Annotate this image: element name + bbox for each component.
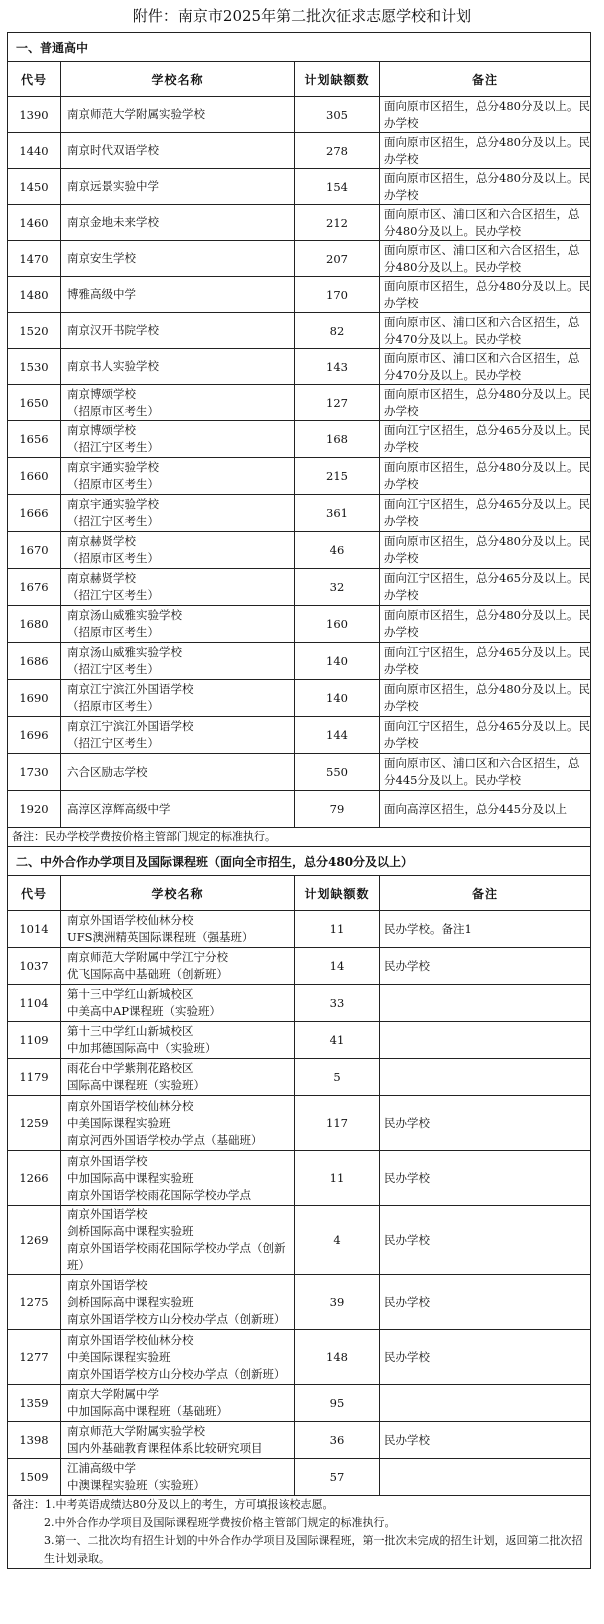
- plan-count-header: 计划缺额数: [295, 62, 380, 97]
- plan-count: 41: [295, 1022, 380, 1059]
- table-row: [8, 1206, 591, 1275]
- plan-count: 32: [295, 569, 380, 606]
- plan-count: 79: [295, 791, 380, 828]
- school-code: 1690: [8, 680, 61, 717]
- remark: [380, 1385, 591, 1422]
- school-name: 南京江宁滨江外国语学校 （招江宁区考生）: [61, 717, 295, 754]
- footnote-text: 备注：1.中考英语成绩达80分及以上的考生，方可填报该校志愿。: [12, 1498, 334, 1511]
- school-code: 1460: [8, 205, 61, 241]
- school-code: 1470: [8, 241, 61, 277]
- table-row: [8, 1151, 591, 1206]
- table-row: [8, 948, 591, 985]
- school-name: 六合区励志学校: [61, 754, 295, 791]
- remark: 面向原市区、浦口区和六合区招生，总分470分及以上。民办学校: [380, 349, 591, 385]
- remark: [380, 985, 591, 1022]
- school-name: 南京赫贤学校 （招江宁区考生）: [61, 569, 295, 606]
- remark: 民办学校: [380, 1151, 591, 1206]
- school-code: 1509: [8, 1459, 61, 1496]
- school-code: 1660: [8, 458, 61, 495]
- school-name: 博雅高级中学: [61, 277, 295, 313]
- table-row: [8, 205, 591, 241]
- table-row: [8, 606, 591, 643]
- section-heading-row: [8, 847, 591, 876]
- school-code: 1014: [8, 911, 61, 948]
- table-row: [8, 97, 591, 133]
- school-code: 1269: [8, 1206, 61, 1275]
- plan-count: 127: [295, 385, 380, 421]
- table-row: [8, 495, 591, 532]
- footnote-text: 备注：民办学校学费按价格主管部门规定的标准执行。: [12, 830, 276, 843]
- school-code: 1656: [8, 421, 61, 458]
- school-code: 1398: [8, 1422, 61, 1459]
- table-row: [8, 985, 591, 1022]
- remark: 面向江宁区招生，总分465分及以上。民办学校: [380, 421, 591, 458]
- remark: 民办学校: [380, 1422, 591, 1459]
- school-name: 南京宇通实验学校 （招江宁区考生）: [61, 495, 295, 532]
- table-row: [8, 1330, 591, 1385]
- footnote-cell: [8, 1496, 591, 1569]
- plan-count: 5: [295, 1059, 380, 1096]
- remark: 面向江宁区招生，总分465分及以上。民办学校: [380, 495, 591, 532]
- plan-count: 143: [295, 349, 380, 385]
- remark: 民办学校。备注1: [380, 911, 591, 948]
- table-row: [8, 754, 591, 791]
- table-header-row: [8, 62, 591, 97]
- school-code: 1686: [8, 643, 61, 680]
- plan-count: 154: [295, 169, 380, 205]
- table-row: [8, 911, 591, 948]
- plan-count: 550: [295, 754, 380, 791]
- plan-count: 82: [295, 313, 380, 349]
- footnote-text: 2.中外合作办学项目及国际课程班学费按价格主管部门规定的标准执行。: [44, 1516, 396, 1529]
- plan-count: 168: [295, 421, 380, 458]
- plan-table: [7, 32, 591, 1569]
- note-header: 备注: [380, 62, 591, 97]
- table-row: [8, 569, 591, 606]
- plan-count: 212: [295, 205, 380, 241]
- plan-count: 361: [295, 495, 380, 532]
- plan-count: 305: [295, 97, 380, 133]
- school-code: 1666: [8, 495, 61, 532]
- plan-count: 215: [295, 458, 380, 495]
- school-name-header: 学校名称: [61, 62, 295, 97]
- table-row: [8, 385, 591, 421]
- remark: 面向原市区招生，总分480分及以上。民办学校: [380, 385, 591, 421]
- school-name: 南京博颂学校 （招江宁区考生）: [61, 421, 295, 458]
- school-name: 南京师范大学附属实验学校 国内外基础教育课程体系比较研究项目: [61, 1422, 295, 1459]
- school-name: 高淳区淳辉高级中学: [61, 791, 295, 828]
- page-title: 附件：南京市2025年第二批次征求志愿学校和计划: [132, 7, 472, 25]
- school-name: 南京博颂学校 （招原市区考生）: [61, 385, 295, 421]
- table-row: [8, 1385, 591, 1422]
- table-row: [8, 643, 591, 680]
- school-name: 南京师范大学附属实验学校: [61, 97, 295, 133]
- school-name: 南京汉开书院学校: [61, 313, 295, 349]
- section-heading: 一、普通高中: [8, 33, 591, 62]
- section-heading-row: [8, 33, 591, 62]
- school-name: 第十三中学红山新城校区 中美高中AP课程班（实验班）: [61, 985, 295, 1022]
- remark: [380, 1022, 591, 1059]
- school-code: 1530: [8, 349, 61, 385]
- school-code: 1179: [8, 1059, 61, 1096]
- school-name: 南京江宁滨江外国语学校 （招原市区考生）: [61, 680, 295, 717]
- school-code: 1670: [8, 532, 61, 569]
- remark: 民办学校: [380, 948, 591, 985]
- remark: 面向原市区招生，总分480分及以上。民办学校: [380, 97, 591, 133]
- remark: 面向原市区、浦口区和六合区招生，总分480分及以上。民办学校: [380, 241, 591, 277]
- table-row: [8, 717, 591, 754]
- school-name: 南京汤山威雅实验学校 （招江宁区考生）: [61, 643, 295, 680]
- code-header: 代号: [8, 62, 61, 97]
- remark: 面向原市区招生，总分480分及以上。民办学校: [380, 532, 591, 569]
- remark: 面向原市区招生，总分480分及以上。民办学校: [380, 169, 591, 205]
- school-code: 1680: [8, 606, 61, 643]
- remark: 面向原市区招生，总分480分及以上。民办学校: [380, 277, 591, 313]
- remark: 面向原市区招生，总分480分及以上。民办学校: [380, 133, 591, 169]
- school-code: 1037: [8, 948, 61, 985]
- table-row: [8, 313, 591, 349]
- plan-count: 117: [295, 1096, 380, 1151]
- plan-count: 33: [295, 985, 380, 1022]
- section-heading: 二、中外合作办学项目及国际课程班（面向全市招生，总分480分及以上）: [8, 847, 591, 876]
- table-row: [8, 791, 591, 828]
- plan-count: 170: [295, 277, 380, 313]
- plan-count: 39: [295, 1275, 380, 1330]
- remark: 面向江宁区招生，总分465分及以上。民办学校: [380, 569, 591, 606]
- school-name: 雨花台中学紫荆花路校区 国际高中课程班（实验班）: [61, 1059, 295, 1096]
- remark: 面向江宁区招生，总分465分及以上。民办学校: [380, 643, 591, 680]
- note-header: 备注: [380, 876, 591, 911]
- school-name-header: 学校名称: [61, 876, 295, 911]
- plan-count: 57: [295, 1459, 380, 1496]
- plan-count: 11: [295, 911, 380, 948]
- school-code: 1104: [8, 985, 61, 1022]
- code-header: 代号: [8, 876, 61, 911]
- plan-table-body: [8, 33, 591, 1569]
- plan-count: 148: [295, 1330, 380, 1385]
- school-name: 南京外国语学校 剑桥国际高中课程实验班 南京外国语学校雨花国际学校办学点（创新班）: [61, 1206, 295, 1275]
- school-code: 1390: [8, 97, 61, 133]
- plan-count-header: 计划缺额数: [295, 876, 380, 911]
- school-code: 1259: [8, 1096, 61, 1151]
- plan-count: 278: [295, 133, 380, 169]
- remark: [380, 1059, 591, 1096]
- table-row: [8, 1275, 591, 1330]
- school-code: 1440: [8, 133, 61, 169]
- footnote-row: [8, 828, 591, 847]
- table-row: [8, 277, 591, 313]
- table-row: [8, 169, 591, 205]
- school-name: 南京书人实验学校: [61, 349, 295, 385]
- plan-count: 144: [295, 717, 380, 754]
- school-name: 南京宇通实验学校 （招原市区考生）: [61, 458, 295, 495]
- remark: [380, 1459, 591, 1496]
- table-row: [8, 1422, 591, 1459]
- school-name: 江浦高级中学 中澳课程实验班（实验班）: [61, 1459, 295, 1496]
- plan-count: 140: [295, 680, 380, 717]
- school-code: 1696: [8, 717, 61, 754]
- table-row: [8, 1059, 591, 1096]
- footnote-row: [8, 1496, 591, 1569]
- school-name: 南京远景实验中学: [61, 169, 295, 205]
- table-row: [8, 1459, 591, 1496]
- school-name: 南京赫贤学校 （招原市区考生）: [61, 532, 295, 569]
- school-name: 南京安生学校: [61, 241, 295, 277]
- remark: 民办学校: [380, 1275, 591, 1330]
- school-name: 南京师范大学附属中学江宁分校 优飞国际高中基础班（创新班）: [61, 948, 295, 985]
- table-row: [8, 532, 591, 569]
- remark: 面向原市区招生，总分480分及以上。民办学校: [380, 606, 591, 643]
- remark: 面向原市区招生，总分480分及以上。民办学校: [380, 458, 591, 495]
- remark: 面向江宁区招生，总分465分及以上。民办学校: [380, 717, 591, 754]
- plan-count: 140: [295, 643, 380, 680]
- school-code: 1676: [8, 569, 61, 606]
- remark: 民办学校: [380, 1330, 591, 1385]
- table-header-row: [8, 876, 591, 911]
- table-row: [8, 458, 591, 495]
- school-code: 1266: [8, 1151, 61, 1206]
- plan-count: 207: [295, 241, 380, 277]
- table-row: [8, 1022, 591, 1059]
- school-code: 1359: [8, 1385, 61, 1422]
- footnote-cell: [8, 828, 591, 847]
- plan-count: 160: [295, 606, 380, 643]
- plan-count: 4: [295, 1206, 380, 1275]
- school-code: 1275: [8, 1275, 61, 1330]
- remark: 面向高淳区招生，总分445分及以上: [380, 791, 591, 828]
- school-code: 1450: [8, 169, 61, 205]
- school-name: 南京外国语学校仙林分校 中美国际课程实验班 南京外国语学校方山分校办学点（创新班）: [61, 1330, 295, 1385]
- table-row: [8, 680, 591, 717]
- school-name: 南京时代双语学校: [61, 133, 295, 169]
- remark: 面向原市区、浦口区和六合区招生，总分470分及以上。民办学校: [380, 313, 591, 349]
- school-code: 1277: [8, 1330, 61, 1385]
- school-name: 南京外国语学校 剑桥国际高中课程实验班 南京外国语学校方山分校办学点（创新班）: [61, 1275, 295, 1330]
- plan-count: 46: [295, 532, 380, 569]
- footnote-text: 3.第一、二批次均有招生计划的中外合作办学项目及国际课程班，第一批次未完成的招生计划，返回第二批次招生计划录取。: [44, 1534, 583, 1565]
- table-row: [8, 133, 591, 169]
- school-name: 第十三中学红山新城校区 中加邦德国际高中（实验班）: [61, 1022, 295, 1059]
- school-code: 1650: [8, 385, 61, 421]
- school-code: 1920: [8, 791, 61, 828]
- school-name: 南京外国语学校仙林分校 中美国际课程实验班 南京河西外国语学校办学点（基础班）: [61, 1096, 295, 1151]
- table-row: [8, 1096, 591, 1151]
- school-name: 南京金地未来学校: [61, 205, 295, 241]
- plan-count: 14: [295, 948, 380, 985]
- table-row: [8, 349, 591, 385]
- school-code: 1109: [8, 1022, 61, 1059]
- school-name: 南京大学附属中学 中加国际高中课程班（基础班）: [61, 1385, 295, 1422]
- table-row: [8, 421, 591, 458]
- plan-count: 95: [295, 1385, 380, 1422]
- school-name: 南京汤山威雅实验学校 （招原市区考生）: [61, 606, 295, 643]
- school-name: 南京外国语学校 中加国际高中课程实验班 南京外国语学校雨花国际学校办学点: [61, 1151, 295, 1206]
- school-code: 1520: [8, 313, 61, 349]
- remark: 民办学校: [380, 1206, 591, 1275]
- remark: 面向原市区、浦口区和六合区招生，总分445分及以上。民办学校: [380, 754, 591, 791]
- school-name: 南京外国语学校仙林分校 UFS澳洲精英国际课程班（强基班）: [61, 911, 295, 948]
- remark: 民办学校: [380, 1096, 591, 1151]
- plan-count: 11: [295, 1151, 380, 1206]
- school-code: 1480: [8, 277, 61, 313]
- table-row: [8, 241, 591, 277]
- remark: 面向原市区、浦口区和六合区招生，总分480分及以上。民办学校: [380, 205, 591, 241]
- remark: 面向原市区招生，总分480分及以上。民办学校: [380, 680, 591, 717]
- school-code: 1730: [8, 754, 61, 791]
- plan-count: 36: [295, 1422, 380, 1459]
